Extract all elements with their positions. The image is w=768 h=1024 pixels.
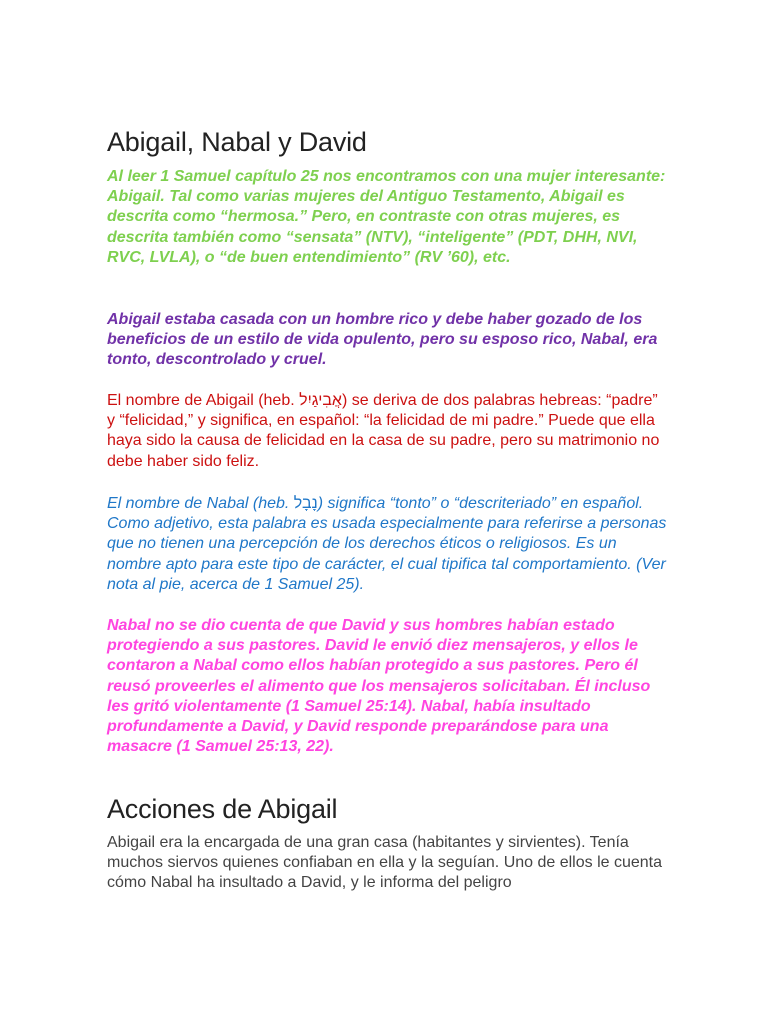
paragraph-nabal-name [107, 494, 667, 595]
nabal-name-after: ) significa “tonto” o “descriteriado” en español. Como adjetivo, esta palabra es usada especialmente para referirse a personas que no tienen una percepción de los derechos éticos o religiosos. Es un nombre apto para este tipo de carácter, el cual tipifica tal comportamiento. (Ver nota al pie, acerca de 1 Samuel 25). [107, 495, 667, 593]
abigail-name-before: El nombre de Abigail (heb. [107, 392, 300, 409]
document-title: Abigail, Nabal y David [107, 127, 367, 157]
paragraph-marriage: Abigail estaba casada con un hombre rico y debe haber gozado de los beneficios de un estilo de vida opulento, pero su esposo rico, Nabal, era tonto, descontrolado y cruel. [107, 311, 658, 369]
abigail-name-after: ) se deriva de dos palabras hebreas: “padre” y “felicidad,” y significa, en español: “la felicidad de mi padre.” Puede que ella haya sido la causa de felicidad en la casa de su padre, pero su matrimonio no debe haber sido feliz. [107, 392, 660, 470]
paragraph-abigail-name [107, 391, 667, 472]
hebrew-nabal: נָבָל [293, 495, 318, 512]
hebrew-abigail: אֲבִיגַיִל [299, 392, 342, 409]
paragraph-intro: Al leer 1 Samuel capítulo 25 nos encontramos con una mujer interesante: Abigail. Tal como varias mujeres del Antiguo Testamento, Abigail es descrita como “hermosa.” Pero, en contraste con otras mujeres, es descrita también como “sensata” (NTV), “inteligente” (PDT, DHH, NVI, RVC, LVLA), o “de buen entendimiento” (RV ’60), etc. [107, 168, 666, 266]
section-heading-acciones: Acciones de Abigail [107, 794, 338, 824]
paragraph-nabal-insult: Nabal no se dio cuenta de que David y sus hombres habían estado protegiendo a sus pastores. David le envió diez mensajeros, y ellos le contaron a Nabal como ellos habían protegido a sus pastores. Pero él reusó proveerles el alimento que los mensajeros solicitaban. Él incluso les gritó violentamente (1 Samuel 25:14). Nabal, había insultado profundamente a David, y David responde preparándose para una masacre (1 Samuel 25:13, 22). [107, 617, 651, 756]
nabal-name-before: El nombre de Nabal (heb. [107, 495, 294, 512]
paragraph-acciones: Abigail era la encargada de una gran casa (habitantes y sirvientes). Tenía muchos siervos quienes confiaban en ella y la seguían. Uno de ellos le cuenta cómo Nabal ha insultado a David, y le informa del peligro [107, 834, 663, 892]
